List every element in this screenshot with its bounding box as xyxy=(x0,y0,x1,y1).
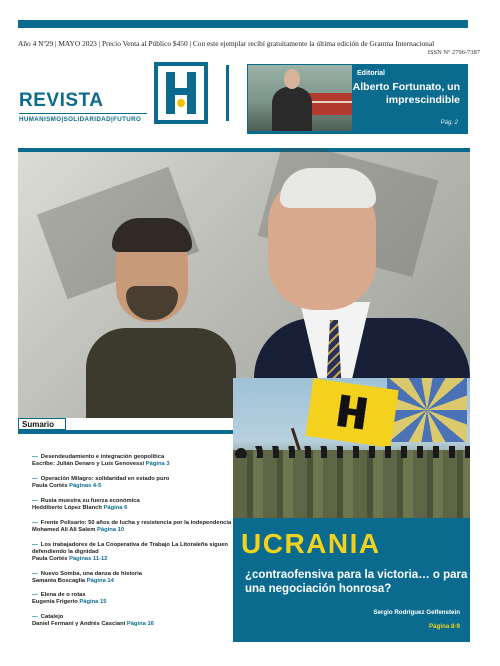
masthead xyxy=(19,90,147,123)
toc-item[interactable]: — Frente Polisario: 50 años de lucha y resistencia por la independencia Mohamed Ali Ali Salem Página 10 xyxy=(32,520,232,533)
cover-story[interactable] xyxy=(233,518,470,642)
top-bar xyxy=(18,20,468,28)
toc-item[interactable]: — Catalejo Daniel Fermani y Andrés Casciani Página 16 xyxy=(32,614,154,627)
editorial-teaser[interactable] xyxy=(247,64,468,134)
issue-number: #29 xyxy=(449,19,468,31)
issn: ISSN Nº 2796-7387 xyxy=(427,49,480,56)
editorial-page: Pág. 2 xyxy=(440,120,458,126)
editorial-title: Alberto Fortunato, un imprescindible xyxy=(352,81,460,106)
cover-story-subtitle: ¿contraofensiva para la victoria… o para una negociación honrosa? xyxy=(245,569,468,595)
sumario-heading: Sumario xyxy=(18,418,66,430)
cover-story-page: Página 8-9 xyxy=(429,623,460,630)
ukraine-photo xyxy=(233,378,470,518)
masthead-title: REVISTA xyxy=(19,90,104,111)
toc-item[interactable]: — Desendeudamiento e integración geopolítica Escribe: Julián Denaro y Luis Genovessi Página 3 xyxy=(32,454,170,467)
divider xyxy=(226,65,229,121)
table-of-contents xyxy=(18,430,233,642)
toc-item[interactable]: — Operación Milagro: solidaridad en estado puro Paula Cortés Páginas 4-5 xyxy=(32,476,170,489)
toc-item[interactable]: — Nuevo Somba, una danza de historia Samanta Boscaglia Página 14 xyxy=(32,571,142,584)
issue-metadata: Año 4 Nº29 | MAYO 2023 | Precio Venta al Público $450 | Con este ejemplar recibí gratuitamente la última edición de Granma Internacional xyxy=(18,39,435,48)
masthead-subtitle: HUMANISMO|SOLIDARIDAD|FUTURO xyxy=(19,116,142,123)
toc-item[interactable]: — Los trabajadores de La Cooperativa de Trabajo La Litoraleña siguen defendiendo la dignidad Paula Cortés Páginas 11-12 xyxy=(32,542,228,562)
editorial-photo xyxy=(248,65,352,131)
cover-story-title: UCRANIA xyxy=(241,528,381,559)
cover-story-author: Sergio Rodríguez Gelfenstein xyxy=(373,609,460,616)
toc-item[interactable]: — Rusia muestra su fuerza económica Heddiberto López Blanch Página 6 xyxy=(32,498,140,511)
toc-item[interactable]: — Elena de o rotas Eugenia Frigerio Página 15 xyxy=(32,592,107,605)
editorial-label: Editorial xyxy=(357,70,386,77)
h-logo-icon xyxy=(154,62,208,124)
masthead-rule xyxy=(19,113,147,114)
